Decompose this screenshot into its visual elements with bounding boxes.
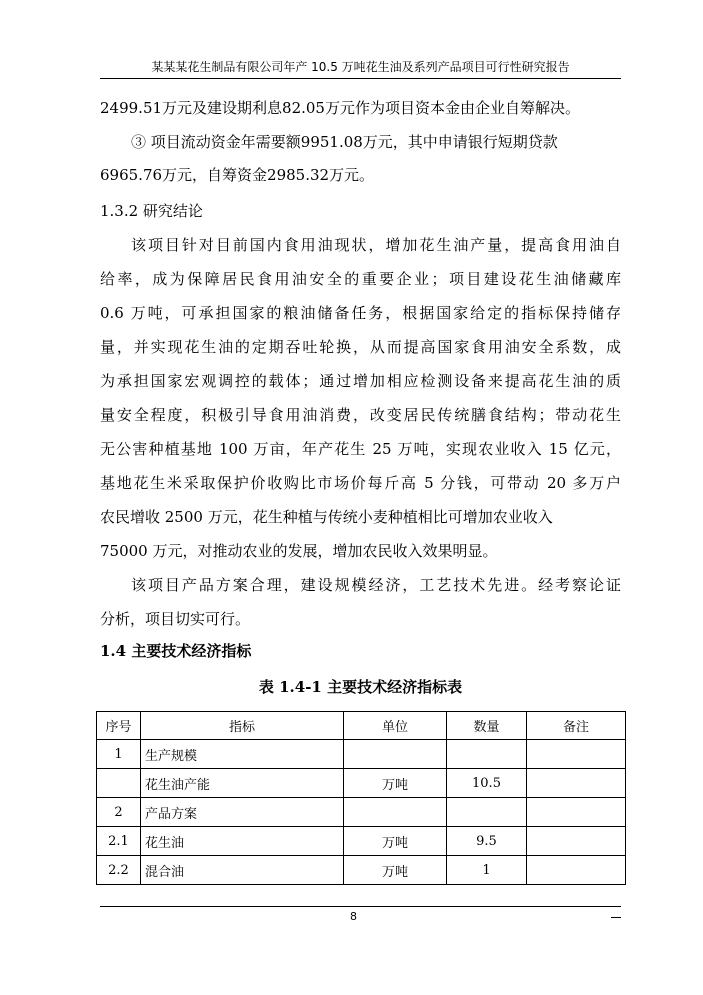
cell-indicator: 混合油: [141, 856, 344, 885]
table-row: [97, 769, 626, 798]
cell-quantity: 9.5: [447, 827, 527, 856]
table-row: [97, 827, 626, 856]
header-cell-remarks: 备注: [527, 712, 626, 740]
paragraph-line: 农民增收 2500 万元，花生种植与传统小麦种植相比可增加农业收入: [100, 508, 553, 526]
footer-divider: [100, 906, 621, 907]
table-row: [97, 856, 626, 885]
paragraph-line: 该项目针对目前国内食用油现状，增加花生油产量，提高食用油自: [131, 236, 621, 254]
cell-unit: 万吨: [344, 827, 447, 856]
cell-quantity: [447, 740, 527, 769]
cell-index: 2.1: [97, 827, 141, 856]
cell-remarks: [527, 856, 626, 885]
cell-remarks: [527, 827, 626, 856]
cell-unit: [344, 740, 447, 769]
cell-index: 2: [97, 798, 141, 827]
header-cell-indicator: 指标: [141, 712, 344, 740]
cell-indicator: 花生油: [141, 827, 344, 856]
paragraph-line: 6965.76万元，自筹资金2985.32万元。: [100, 166, 375, 184]
cell-index: 2.2: [97, 856, 141, 885]
header-cell-quantity: 数量: [447, 712, 527, 740]
paragraph-line: 75000 万元，对推动农业的发展，增加农民收入效果明显。: [100, 542, 498, 560]
cell-indicator: 花生油产能: [141, 769, 344, 798]
paragraph-line: 无公害种植基地 100 万亩，年产花生 25 万吨，实现农业收入 15 亿元，: [100, 440, 621, 458]
cell-unit: [344, 798, 447, 827]
cell-quantity: [447, 798, 527, 827]
cell-indicator: 生产规模: [141, 740, 344, 769]
table-caption: 表 1.4-1 主要技术经济指标表: [258, 678, 463, 696]
page-number: 8: [350, 910, 357, 923]
subsection-heading: 1.3.2 研究结论: [100, 202, 203, 220]
cell-index: 1: [97, 740, 141, 769]
paragraph-line: 该项目产品方案合理，建设规模经济，工艺技术先进。经考察论证: [131, 576, 621, 594]
cell-quantity: 10.5: [447, 769, 527, 798]
paragraph-line: 量，并实现花生油的定期吞吐轮换，从而提高国家食用油安全系数，成: [100, 338, 621, 356]
cell-quantity: 1: [447, 856, 527, 885]
cell-index: [97, 769, 141, 798]
paragraph-line: 基地花生米采取保护价收购比市场价每斤高 5 分钱，可带动 20 多万户: [100, 474, 621, 492]
cell-remarks: [527, 769, 626, 798]
table-row: [97, 798, 626, 827]
header-divider: [100, 78, 621, 79]
paragraph-line: 给率，成为保障居民食用油安全的重要企业；项目建设花生油储藏库: [100, 270, 621, 288]
metrics-table: [96, 711, 626, 885]
paragraph-line: 0.6 万吨，可承担国家的粮油储备任务，根据国家给定的指标保持储存: [100, 304, 621, 322]
cell-unit: 万吨: [344, 769, 447, 798]
paragraph-line: 分析，项目切实可行。: [100, 610, 251, 628]
header-cell-unit: 单位: [344, 712, 447, 740]
section-heading: 1.4 主要技术经济指标: [100, 642, 252, 660]
table-row: [97, 740, 626, 769]
paragraph-line: ③ 项目流动资金年需要额9951.08万元，其中申请银行短期贷款: [131, 133, 558, 151]
paragraph-line: 为承担国家宏观调控的载体；通过增加相应检测设备来提高花生油的质: [100, 372, 621, 390]
table-header-row: [97, 712, 626, 740]
cell-remarks: [527, 740, 626, 769]
paragraph-line: 量安全程度，积极引导食用油消费，改变居民传统膳食结构；带动花生: [100, 406, 621, 424]
paragraph-line: 2499.51万元及建设期利息82.05万元作为项目资本金由企业自筹解决。: [100, 99, 580, 117]
cell-indicator: 产品方案: [141, 798, 344, 827]
header-title: 某某某花生制品有限公司年产 10.5 万吨花生油及系列产品项目可行性研究报告: [151, 60, 570, 74]
cell-remarks: [527, 798, 626, 827]
header-cell-index: 序号: [97, 712, 141, 740]
cell-unit: 万吨: [344, 856, 447, 885]
footer-dash: [611, 917, 621, 918]
